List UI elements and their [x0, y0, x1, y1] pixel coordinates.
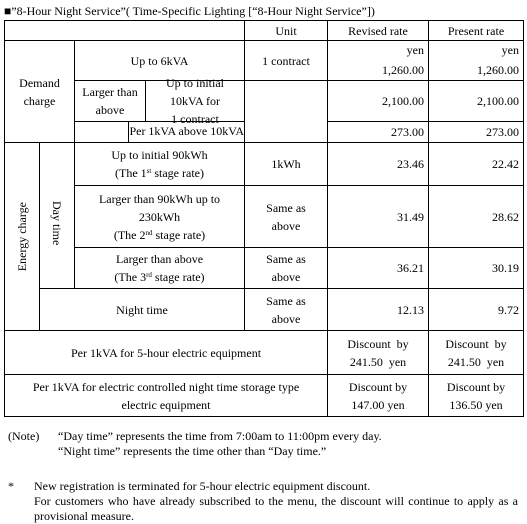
demand-up-to-6kva-label: Up to 6kVA: [75, 41, 245, 81]
energy-night-row: [5, 289, 524, 331]
energy-stage3-unit: Same as above: [245, 248, 328, 289]
energy-stage2-present: 28.62: [429, 186, 524, 248]
rate-table: [4, 20, 524, 417]
demand-larger-than-above-label: Larger than above: [75, 81, 146, 121]
energy-stage3-revised: 36.21: [328, 248, 429, 289]
discount-storage-label: Per 1kVA for electric controlled night time storage type electric equipment: [5, 375, 328, 417]
discount-storage-row: [5, 375, 524, 417]
header-blank-cell: [5, 21, 245, 41]
header-present-rate: Present rate: [429, 21, 524, 41]
energy-night-label: Night time: [40, 289, 245, 331]
header-unit: Unit: [245, 21, 328, 41]
page-title: ■”8-Hour Night Service”( Time-Specific Lighting [“8-Hour Night Service”]): [4, 4, 375, 18]
daytime-label: Day time: [50, 201, 64, 246]
discount-5hour-row: [5, 331, 524, 375]
demand-up-to-6kva-unit: 1 contract: [245, 41, 328, 81]
energy-stage3-label: Larger than above (The 3rd stage rate): [75, 248, 245, 289]
energy-night-present: 9.72: [429, 289, 524, 331]
demand-initial-10kva-label: Up to initial 10kVA for 1 contract: [166, 76, 224, 126]
demand-larger-than-above-cont: [75, 122, 129, 142]
header-row: [5, 21, 524, 41]
demand-per-kva-unit-spacer: [245, 122, 328, 143]
demand-per-kva-group: [75, 122, 245, 143]
daytime-label-cell: [40, 143, 75, 289]
discount-5hour-present: Discount by 241.50 yen: [429, 331, 524, 375]
note-label: (Note): [8, 429, 40, 443]
notes-section: [8, 429, 523, 459]
demand-up-to-6kva-row: [5, 41, 524, 81]
demand-larger-group: [75, 76, 245, 126]
demand-per-kva-label: Per 1kVA above 10kVA: [129, 124, 244, 138]
energy-stage3-present: 30.19: [429, 248, 524, 289]
energy-stage3-row: [5, 248, 524, 289]
header-revised-rate: Revised rate: [328, 21, 429, 41]
energy-night-unit: Same as above: [245, 289, 328, 331]
energy-stage1-revised: 23.46: [328, 143, 429, 186]
demand-per-kva-present: 273.00: [429, 122, 524, 143]
discount-5hour-revised: Discount by 241.50 yen: [328, 331, 429, 375]
energy-stage1-label: Up to initial 90kWh (The 1st stage rate): [75, 143, 245, 186]
energy-stage2-row: [5, 186, 524, 248]
discount-storage-revised: Discount by 147.00 yen: [328, 375, 429, 417]
footnote-section: [8, 479, 518, 524]
note-daytime-definition: “Day time” represents the time from 7:00am to 11:00pm every day.: [58, 429, 382, 443]
discount-5hour-label: Per 1kVA for 5-hour electric equipment: [5, 331, 328, 375]
demand-initial-10kva-unit-spacer: [245, 81, 328, 122]
energy-stage1-unit: 1kWh: [245, 143, 328, 186]
footnote-marker: *: [8, 479, 14, 493]
energy-stage2-label: Larger than 90kWh up to 230kWh (The 2nd stage rate): [75, 186, 245, 248]
energy-stage1-present: 22.42: [429, 143, 524, 186]
demand-per-kva-row: [5, 122, 524, 143]
energy-charge-label-cell: [5, 143, 40, 331]
footnote-provisional-measure: For customers who have already subscribed to the menu, the discount will continue to apply as a provisional measure.: [34, 494, 518, 523]
energy-charge-label: Energy charge: [15, 201, 29, 272]
demand-initial-10kva-revised: 2,100.00: [328, 81, 429, 122]
demand-initial-10kva-row: [5, 81, 524, 122]
demand-up-to-6kva-present: yen 1,260.00: [429, 41, 524, 81]
note-nighttime-definition: “Night time” represents the time other than “Day time.”: [58, 444, 327, 458]
footnote-registration-terminated: New registration is terminated for 5-hour electric equipment discount.: [34, 479, 371, 493]
energy-stage1-row: [5, 143, 524, 186]
demand-charge-label: Demand charge: [5, 41, 75, 143]
discount-storage-present: Discount by 136.50 yen: [429, 375, 524, 417]
demand-per-kva-revised: 273.00: [328, 122, 429, 143]
demand-initial-10kva-present: 2,100.00: [429, 81, 524, 122]
demand-up-to-6kva-revised: yen 1,260.00: [328, 41, 429, 81]
energy-night-revised: 12.13: [328, 289, 429, 331]
energy-stage2-unit: Same as above: [245, 186, 328, 248]
energy-stage2-revised: 31.49: [328, 186, 429, 248]
